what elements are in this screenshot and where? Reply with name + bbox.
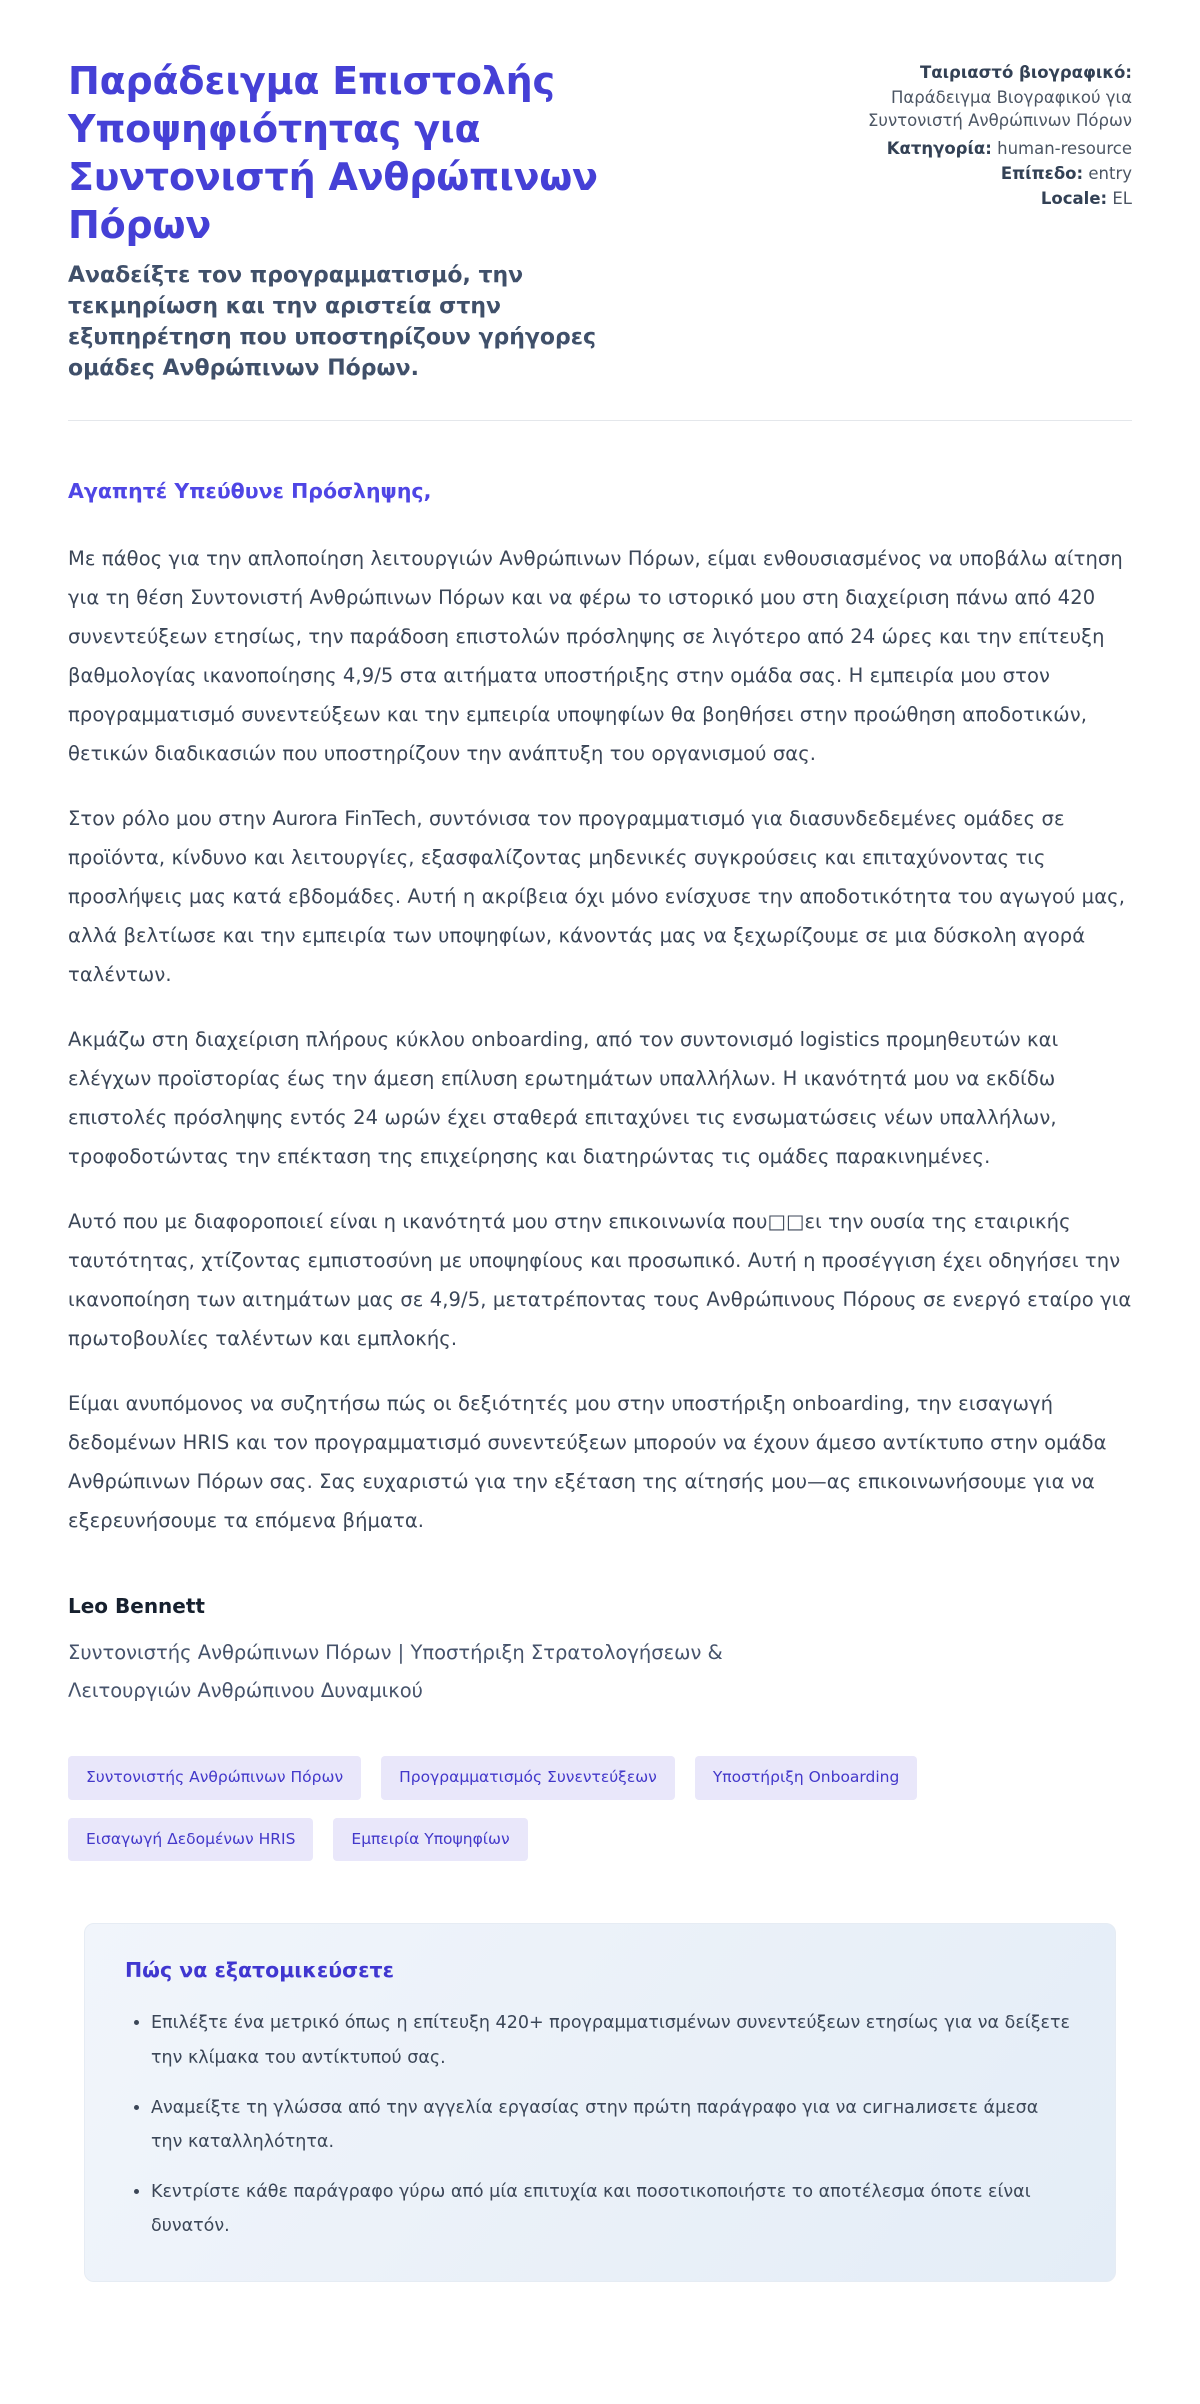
letter-greeting: Αγαπητέ Υπεύθυνε Πρόσληψης, <box>68 479 432 504</box>
meta-resume-value: Παράδειγμα Βιογραφικού για Συντονιστή Ανθρώπινων Πόρων <box>867 87 1132 130</box>
signature-block <box>68 1594 1132 1710</box>
skill-tags <box>68 1756 1068 1861</box>
meta-level-row <box>812 163 1132 186</box>
header-divider <box>68 420 1132 421</box>
page-header <box>68 58 1132 384</box>
page-title: Παράδειγμα Επιστολής Υποψηφιότητας για Συντονιστή Ανθρώπινων Πόρων <box>68 59 598 247</box>
meta-category-value: human-resource <box>997 139 1132 159</box>
letter-paragraph: Με πάθος για την απλοποίηση λειτουργιών Ανθρώπινων Πόρων, είμαι ενθουσιασμένος να υποβάλω αίτηση για τη θέση Συντονιστή Ανθρώπινων Πόρων και να φέρω το ιστορικό μου στη διαχείριση πάνω από 420 συνεντεύξεων ετησίως, την παράδοση επιστολών πρόσληψης σε λιγότερο από 24 ώρες και την επίτευξη βαθμολογίας ικανοποίησης 4,9/5 στα αιτήματα υποστήριξης στην ομάδα σας. Η εμπειρία μου στον προγραμματισμό συνεντεύξεων και την εμπειρία υποψηφίων θα βοηθήσει στην προώθηση αποδοτικών, θετικών διαδικασιών που υποστηρίζουν την ανάπτυξη του οργανισμού σας. <box>68 547 1123 766</box>
tip-item: • Αναμείξτε τη γλώσσα από την αγγελία εργασίας στην πρώτη παράγραφο για να сигналиσετε άμεσα την καταλληλότητα. <box>151 2091 1075 2159</box>
letter-paragraph: Στον ρόλο μου στην Aurora FinTech, συντόνισα τον προγραμματισμό για διασυνδεδεμένες ομάδες σε προϊόντα, κίνδυνο και λειτουργίες, εξασφαλίζοντας μηδενικές συγκρούσεις και επιταχύνοντας τις προσλήψεις μας κατά εβδομάδες. Αυτή η ακρίβεια όχι μόνο ενίσχυσε την αποδοτικότητα του αγωγού μας, αλλά βελτίωσε και την εμπειρία των υποψηφίων, κάνοντάς μας να ξεχωρίζουμε σε μια δύσκολη αγορά ταλέντων. <box>68 807 1125 987</box>
skill-tag[interactable]: Εμπειρία Υποψηφίων <box>333 1818 527 1862</box>
signature-name: Leo Bennett <box>68 1594 205 1619</box>
skill-tag[interactable]: Υποστήριξη Onboarding <box>695 1756 918 1800</box>
letter-paragraph: Είμαι ανυπόμονος να συζητήσω πώς οι δεξιότητές μου στην υποστήριξη onboarding, την εισαγωγή δεδομένων HRIS και τον προγραμματισμό συνεντεύξεων μπορούν να έχουν άμεσο αντίκτυπο στην ομάδα Ανθρώπινων Πόρων σας. Σας ευχαριστώ για την εξέταση της αίτησής μου—ας επικοινωνήσουμε για να εξερευνήσουμε τα επόμενα βήματα. <box>68 1392 1107 1533</box>
header-title-block <box>68 58 668 384</box>
signature-title: Συντονιστής Ανθρώπινων Πόρων | Υποστήριξη Στρατολογήσεων & Λειτουργιών Ανθρώπινου Δυναμικού <box>68 1641 723 1703</box>
tips-heading: Πώς να εξατομικεύσετε <box>125 1958 394 1983</box>
page-subtitle: Αναδείξτε τον προγραμματισμό, την τεκμηρίωση και την αριστεία στην εξυπηρέτηση που υποστηρίζουν γρήγορες ομάδες Ανθρώπινων Πόρων. <box>68 262 597 382</box>
meta-locale-row <box>812 188 1132 211</box>
meta-level-value: entry <box>1088 164 1132 184</box>
meta-category-label: Κατηγορία: <box>886 139 992 159</box>
letter-body <box>68 479 1132 1710</box>
tip-item: • Επιλέξτε ένα μετρικό όπως η επίτευξη 420+ προγραμματισμένων συνεντεύξεων ετησίως για να δείξετε την κλίμακα του αντίκτυπού σας. <box>151 2006 1075 2074</box>
skill-tag[interactable]: Συντονιστής Ανθρώπινων Πόρων <box>68 1756 361 1800</box>
skill-tag[interactable]: Εισαγωγή Δεδομένων HRIS <box>68 1818 313 1862</box>
tips-list <box>125 2006 1075 2243</box>
letter-paragraph: Ακμάζω στη διαχείριση πλήρους κύκλου onboarding, από τον συντονισμό logistics προμηθευτών και ελέγχων προϊστορίας έως την άμεση επίλυση ερωτημάτων υπαλλήλων. Η ικανότητά μου να εκδίδω επιστολές πρόσληψης εντός 24 ωρών έχει σταθερά επιταχύνει τις ενσωματώσεις νέων υπαλλήλων, τροφοδοτώντας την επέκταση της επιχείρησης και διατηρώντας τις ομάδες παρακινημένες. <box>68 1028 1059 1169</box>
meta-locale-label: Locale: <box>1040 188 1108 208</box>
meta-level-label: Επίπεδο: <box>1000 164 1084 184</box>
tip-item: • Κεντρίστε κάθε παράγραφο γύρω από μία επιτυχία και ποσοτικοποιήστε το αποτέλεσμα όποτε είναι δυνατόν. <box>151 2175 1075 2243</box>
meta-panel <box>812 58 1132 213</box>
customization-tips-box <box>84 1923 1116 2282</box>
meta-locale-value: EL <box>1112 188 1132 208</box>
meta-category-row <box>812 138 1132 161</box>
letter-paragraph: Αυτό που με διαφοροποιεί είναι η ικανότητά μου στην επικοινωνία που□□ει την ουσία της εταιρικής ταυτότητας, χτίζοντας εμπιστοσύνη με υποψηφίους και προσωπικό. Αυτή η προσέγγιση έχει οδηγήσει την ικανοποίηση των αιτημάτων μας σε 4,9/5, μετατρέποντας τους Ανθρώπινους Πόρους σε ενεργό εταίρο για πρωτοβουλίες ταλέντων και εμπλοκής. <box>68 1210 1132 1351</box>
skill-tag[interactable]: Προγραμματισμός Συνεντεύξεων <box>381 1756 675 1800</box>
meta-resume-label: Ταιριαστό βιογραφικό: <box>919 63 1132 82</box>
